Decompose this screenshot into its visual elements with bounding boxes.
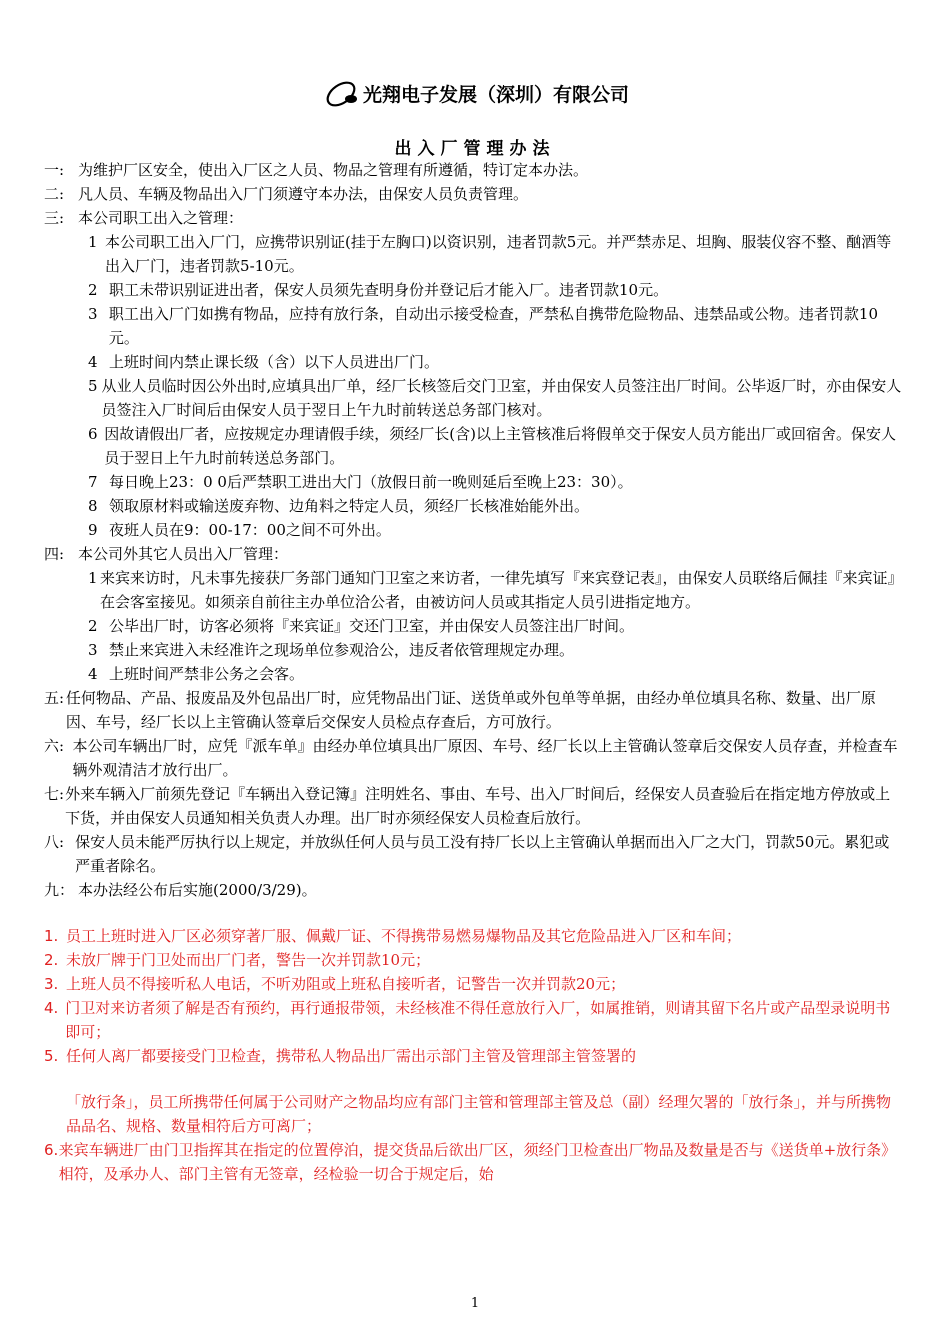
- list-item: [44, 638, 904, 662]
- rule-text: 未放厂牌于门卫处而出厂门者，警告一次并罚款10元；: [66, 951, 431, 969]
- section-number: 二:: [44, 185, 65, 203]
- section-text: 为维护厂区安全，使出入厂区之人员、物品之管理有所遵循，特订定本办法。: [78, 161, 589, 179]
- item-text: 从业人员临时因公外出时,应填具出厂单，经厂长核签后交门卫室，并由保安人员签注出厂时间。公毕返厂时，亦由保安人员签注入厂时间后由保安人员于翌日上午九时前转送总务部门核对。: [101, 377, 902, 419]
- item-number: 7: [88, 473, 98, 491]
- section-line: [44, 878, 904, 902]
- document-title: 出入厂管理办法: [394, 139, 556, 159]
- list-item: [44, 518, 904, 542]
- section: [44, 830, 904, 878]
- rule-text: 来宾车辆进厂由门卫指挥其在指定的位置停泊，提交货品后欲出厂区，须经门卫检查出厂物品及数量是否与《送货单+放行条》相符，及承办人、部门主管有无签章，经检验一切合于规定后，始: [58, 1141, 897, 1183]
- section-number: 九：: [44, 881, 75, 899]
- page-number: 1: [470, 1296, 480, 1311]
- document-body: [44, 158, 904, 1186]
- rule-number: 6.: [44, 1141, 59, 1159]
- item-text: 来宾来访时，凡未事先接获厂务部门通知门卫室之来访者，一律先填写『来宾登记表』，由保安人员联络后佩挂『来宾证』在会客室接见。如须亲自前往主办单位洽公者，由被访问人员或其指定人员引进指定地方。: [100, 569, 903, 611]
- list-item: [44, 494, 904, 518]
- section: [44, 542, 904, 686]
- section-number: 一:: [44, 161, 65, 179]
- item-text: 上班时间严禁非公务之会客。: [109, 665, 305, 683]
- section-line: [44, 830, 904, 878]
- section-text: 本公司车辆出厂时，应凭『派车单』由经办单位填具出厂原因、车号、经厂长以上主管确认签章后交保安人员存查，并检查车辆外观清洁才放行出厂。: [72, 737, 898, 779]
- list-item: [44, 350, 904, 374]
- section-text: 外来车辆入厂前须先登记『车辆出入登记簿』注明姓名、事由、车号、出入厂时间后，经保安人员查验后在指定地方停放或上下货，并由保安人员通知相关负责人办理。出厂时亦须经保安人员检查后放行。: [65, 785, 891, 827]
- company-name: 光翔电子发展（深圳）有限公司: [362, 83, 629, 106]
- company-logo-icon: [321, 78, 361, 108]
- list-item: [44, 470, 904, 494]
- section-number: 六:: [44, 737, 65, 755]
- list-item: [44, 374, 904, 422]
- section: [44, 182, 904, 206]
- section-line: [44, 182, 904, 206]
- rule-number: 2.: [44, 951, 59, 969]
- rule-number: 1.: [44, 927, 59, 945]
- red-rule: [44, 924, 904, 948]
- red-rule: [44, 1138, 904, 1186]
- item-number: 3: [88, 641, 98, 659]
- section-line: [44, 734, 904, 782]
- rule-text: 任何人离厂都要接受门卫检查，携带私人物品出厂需出示部门主管及管理部主管签署的: [66, 1047, 637, 1065]
- list-item: [44, 302, 904, 350]
- item-text: 职工未带识别证进出者，保安人员须先查明身份并登记后才能入厂。违者罚款10元。: [109, 281, 669, 299]
- section: [44, 782, 904, 830]
- section-text: 凡人员、车辆及物品出入厂门须遵守本办法，由保安人员负责管理。: [78, 185, 529, 203]
- section-line: [44, 782, 904, 830]
- item-number: 1: [88, 233, 98, 251]
- section: [44, 686, 904, 734]
- section: [44, 206, 904, 542]
- item-text: 因故请假出厂者，应按规定办理请假手续，须经厂长(含)以上主管核准后将假单交于保安人员方能出厂或回宿舍。保安人员于翌日上午九时前转送总务部门。: [104, 425, 896, 467]
- item-text: 公毕出厂时，访客必须将『来宾证』交还门卫室，并由保安人员签注出厂时间。: [109, 617, 635, 635]
- rule-number: 3.: [44, 975, 59, 993]
- red-rules-list: [44, 924, 904, 1186]
- item-text: 每日晚上23：0 0后严禁职工进出大门（放假日前一晚则延后至晚上23：30）。: [109, 473, 633, 491]
- section-number: 七:: [44, 785, 65, 803]
- red-rule: [44, 948, 904, 972]
- rule-number: 5.: [44, 1047, 59, 1065]
- section-number: 五:: [44, 689, 65, 707]
- item-number: 3: [88, 305, 98, 323]
- item-number: 8: [88, 497, 98, 515]
- rule-continuation: 「放行条」，员工所携带任何属于公司财产之物品均应有部门主管和管理部主管及总（副）经理欠署的「放行条」，并与所携物品品名、规格、数量相符后方可离厂；: [66, 1093, 892, 1135]
- company-heading: [321, 78, 629, 108]
- rule-text: 员工上班时进入厂区必须穿著厂服、佩戴厂证、不得携带易燃易爆物品及其它危险品进入厂区和车间；: [66, 927, 742, 945]
- section-line: [44, 686, 904, 734]
- section-line: [44, 158, 904, 182]
- list-item: [44, 230, 904, 278]
- item-text: 夜班人员在9：00-17：00之间不可外出。: [109, 521, 391, 539]
- item-text: 领取原材料或输送废弃物、边角料之特定人员，须经厂长核准始能外出。: [109, 497, 590, 515]
- section-text: 保安人员未能严厉执行以上规定，并放纵任何人员与员工没有持厂长以上主管确认单据而出入厂之大门，罚款50元。累犯或严重者除名。: [75, 833, 890, 875]
- section: [44, 158, 904, 182]
- section-number: 八:: [44, 833, 65, 851]
- section-line: [44, 206, 904, 230]
- document-header: [0, 78, 950, 112]
- item-text: 禁止来宾进入未经准许之现场单位参观洽公，违反者依管理规定办理。: [109, 641, 575, 659]
- rule-text: 上班人员不得接听私人电话，不听劝阻或上班私自接听者，记警告一次并罚款20元；: [66, 975, 626, 993]
- section-number: 三:: [44, 209, 65, 227]
- item-text: 职工出入厂门如携有物品，应持有放行条，自动出示接受检查，严禁私自携带危险物品、违禁品或公物。违者罚款10元。: [108, 305, 878, 347]
- section-line: [44, 542, 904, 566]
- item-number: 2: [88, 617, 98, 635]
- list-item: [44, 278, 904, 302]
- rule-number: 4.: [44, 999, 59, 1017]
- section-text: 本公司职工出入之管理：: [78, 209, 244, 227]
- section-number: 四:: [44, 545, 65, 563]
- item-number: 2: [88, 281, 98, 299]
- item-number: 4: [88, 665, 98, 683]
- item-number: 5: [88, 377, 98, 395]
- item-number: 4: [88, 353, 98, 371]
- red-rule: [44, 996, 904, 1044]
- red-rule: [44, 972, 904, 996]
- item-text: 本公司职工出入厂门，应携带识别证(挂于左胸口)以资识别，违者罚款5元。并严禁赤足、坦胸、服装仪容不整、酗酒等出入厂门，违者罚款5-10元。: [105, 233, 892, 275]
- section-text: 本办法经公布后实施(2000/3/29)。: [78, 881, 317, 899]
- section: [44, 734, 904, 782]
- section: [44, 878, 904, 902]
- rule-text: 门卫对来访者须了解是否有预约，再行通报带领，未经核准不得任意放行入厂，如属推销，则请其留下名片或产品型录说明书即可；: [65, 999, 891, 1041]
- list-item: [44, 614, 904, 638]
- list-item: [44, 566, 904, 614]
- item-number: 9: [88, 521, 98, 539]
- blank-line: [44, 1068, 904, 1090]
- item-text: 上班时间内禁止课长级（含）以下人员进出厂门。: [109, 353, 440, 371]
- list-item: [44, 662, 904, 686]
- item-number: 6: [88, 425, 98, 443]
- section-text: 本公司外其它人员出入厂管理：: [78, 545, 289, 563]
- section-text: 任何物品、产品、报废品及外包品出厂时，应凭物品出门证、送货单或外包单等单据，由经办单位填具名称、数量、出厂原因、车号，经厂长以上主管确认签章后交保安人员检点存查后，方可放行。: [65, 689, 876, 731]
- item-number: 1: [88, 569, 98, 587]
- red-rule: [44, 1044, 904, 1068]
- list-item: [44, 422, 904, 470]
